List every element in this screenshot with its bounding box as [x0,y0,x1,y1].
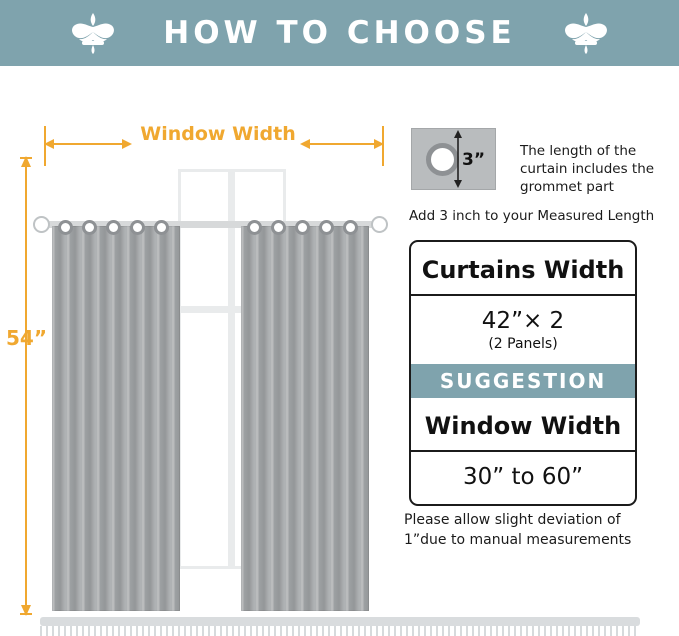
grommet-icon [247,220,262,235]
card-divider [411,294,635,296]
grommet-note-text: The length of the curtain includes the grommet part [520,143,655,196]
curtain-height-arrow [20,156,32,616]
fleur-de-lis-icon [58,11,128,55]
card-divider [411,450,635,452]
grommet-icon [106,220,121,235]
grommet-icon [154,220,169,235]
curtain-height-label: 54” [6,326,47,350]
fleur-de-lis-icon [551,11,621,55]
grommet-icon [58,220,73,235]
floor-line [40,617,640,626]
window-width-arrow-left [44,138,132,150]
disclaimer-line-1: Please allow slight deviation of [404,512,621,528]
rod-finial-right [371,216,388,233]
card-subtext-panels: (2 Panels) [488,336,558,352]
grommet-icon [271,220,286,235]
card-value-window-width: 30” to 60” [462,464,584,490]
curtain-panel-left [52,226,180,611]
window-width-label: Window Width [140,123,296,145]
grommet-icon [343,220,358,235]
pleat-texture [52,226,180,611]
grommet-icon [319,220,334,235]
rod-finial-left [33,216,50,233]
grommet-icon [130,220,145,235]
add-length-note: Add 3 inch to your Measured Length [409,208,655,224]
page-title: HOW TO CHOOSE [163,15,516,51]
header-banner [0,0,679,66]
width-tick-left [44,126,46,166]
card-title-curtains-width: Curtains Width [421,256,625,284]
disclaimer-text [404,510,676,551]
card-band-suggestion: SUGGESTION [411,364,635,398]
window-width-arrow-right [300,138,384,150]
width-tick-right [382,126,384,166]
curtain-panel-right [241,226,369,611]
grommet-measure-label: 3” [462,150,486,170]
grommet-icon [295,220,310,235]
window-mullion-vertical [228,169,235,569]
card-title-window-width: Window Width [424,412,622,440]
curtain-diagram [0,66,400,611]
disclaimer-line-2: 1”due to manual measurements [404,532,632,549]
pleat-texture [241,226,369,611]
card-value-curtains-width: 42”× 2 [481,308,565,334]
suggestion-card [409,240,637,506]
grommet-icon [82,220,97,235]
floor-shadow [40,626,640,636]
